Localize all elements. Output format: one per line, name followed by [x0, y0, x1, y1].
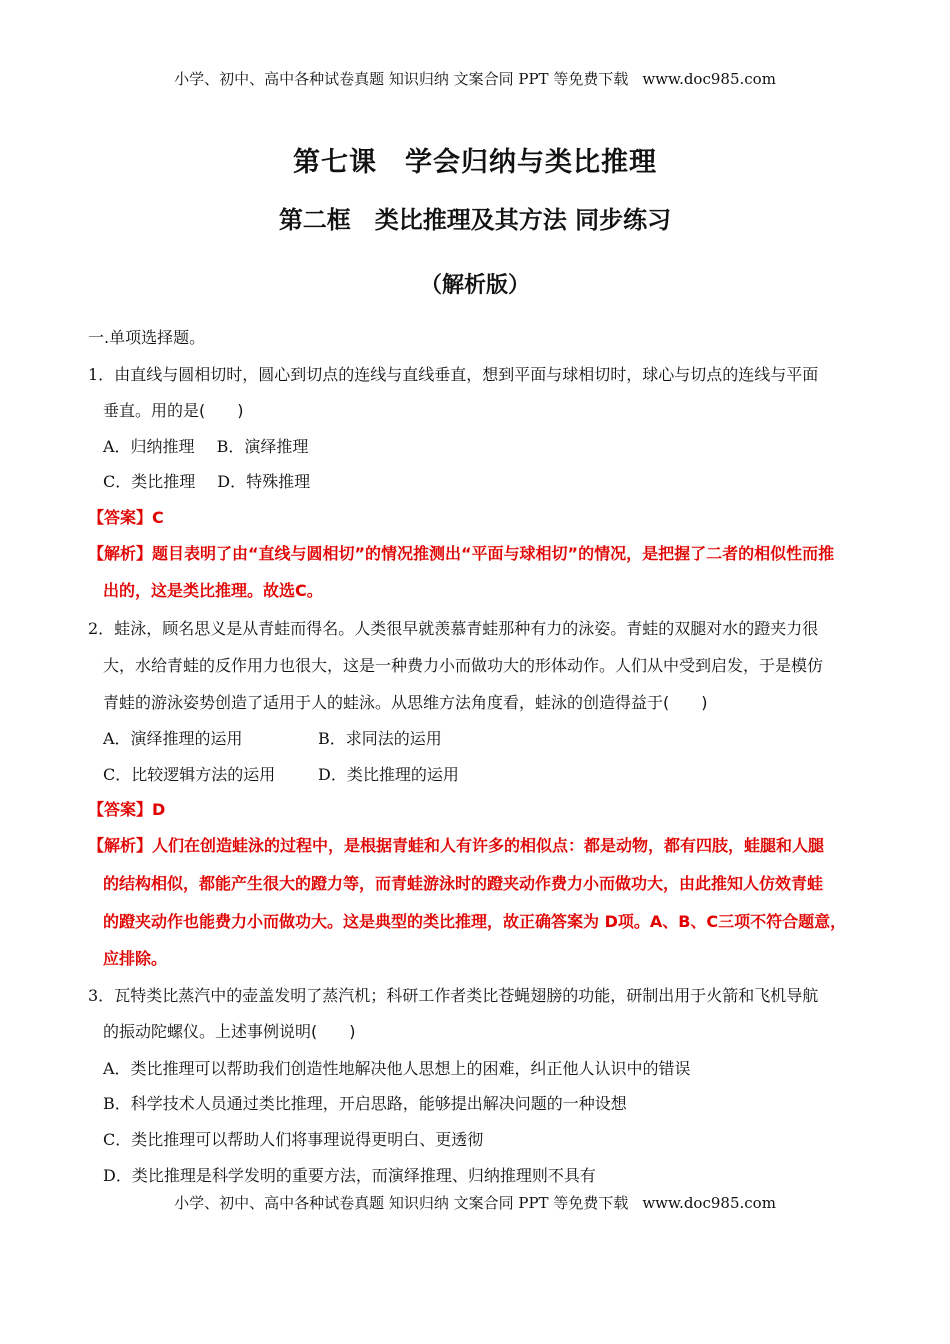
- question-2-line-3: 青蛙的游泳姿势创造了适用于人的蛙泳。从思维方法角度看，蛙泳的创造得益于( ): [103, 693, 708, 712]
- question-1-option-a: A．归纳推理: [103, 437, 195, 456]
- question-2-answer: 【答案】D: [88, 800, 166, 819]
- question-2-text-1: 蛙泳，顾名思义是从青蛙而得名。人类很早就羡慕青蛙那种有力的泳姿。青蛙的双腿对水的蹬夹力很: [114, 619, 819, 638]
- question-3-text-1: 瓦特类比蒸汽中的壶盖发明了蒸汽机；科研工作者类比苍蝇翅膀的功能，研制出用于火箭和飞机导航: [114, 986, 819, 1005]
- question-1-options-row-1: [103, 436, 308, 458]
- question-3-option-d: D．类比推理是科学发明的重要方法，而演绎推理、归纳推理则不具有: [103, 1166, 596, 1185]
- header-url-link[interactable]: www.doc985.com: [642, 70, 776, 88]
- question-2-analysis-line-3: 的蹬夹动作也能费力小而做功大。这是典型的类比推理，故正确答案为 D项。A、B、C三项不符合题意，: [103, 912, 847, 931]
- question-2-analysis-line-2: 的结构相似，都能产生很大的蹬力等，而青蛙游泳时的蹬夹动作费力小而做功大，由此推知人仿效青蛙: [103, 874, 824, 893]
- question-2-option-a: A．演绎推理的运用: [103, 729, 243, 748]
- question-2-option-c: C．比较逻辑方法的运用: [103, 765, 276, 784]
- section-title: 第二框 类比推理及其方法 同步练习: [278, 206, 672, 234]
- footer-text: 小学、初中、高中各种试卷真题 知识归纳 文案合同 PPT 等免费下载: [174, 1194, 629, 1212]
- question-1-analysis-line-2: 出的，这是类比推理。故选C。: [103, 581, 323, 600]
- question-1-option-d: D．特殊推理: [217, 472, 311, 491]
- question-1-options-row-2: [103, 471, 310, 493]
- question-1-answer: 【答案】C: [88, 508, 164, 527]
- question-2-analysis-line-4: 应排除。: [103, 949, 168, 968]
- section-heading: 一.单项选择题。: [88, 328, 206, 347]
- question-3-line-2: 的振动陀螺仪。上述事例说明( ): [103, 1022, 356, 1041]
- question-1-number: 1．: [88, 365, 115, 384]
- footer-url-link[interactable]: www.doc985.com: [642, 1194, 776, 1212]
- question-2-option-d: D．类比推理的运用: [318, 765, 459, 784]
- question-3-line-1: [88, 985, 818, 1007]
- question-1-option-c: C．类比推理: [103, 472, 196, 491]
- question-3-number: 3．: [88, 986, 115, 1005]
- question-2-option-b: B．求同法的运用: [318, 729, 442, 748]
- question-1-text-1: 由直线与圆相切时，圆心到切点的连线与直线垂直，想到平面与球相切时，球心与切点的连线与平面: [114, 365, 819, 384]
- question-3-option-b: B．科学技术人员通过类比推理，开启思路，能够提出解决问题的一种设想: [103, 1094, 627, 1113]
- question-2-number: 2．: [88, 619, 115, 638]
- question-2-line-1: [88, 618, 818, 640]
- question-2-options-row-2: [103, 764, 459, 786]
- question-2-line-2: 大，水给青蛙的反作用力也很大，这是一种费力小而做功大的形体动作。人们从中受到启发，于是模仿: [103, 656, 824, 675]
- header-text: 小学、初中、高中各种试卷真题 知识归纳 文案合同 PPT 等免费下载: [174, 70, 629, 88]
- question-1-line-2: 垂直。用的是( ): [103, 401, 244, 420]
- question-3-option-c: C．类比推理可以帮助人们将事理说得更明白、更透彻: [103, 1130, 484, 1149]
- question-1-line-1: [88, 364, 818, 386]
- page-header: [0, 68, 950, 89]
- question-2-analysis-line-1: 【解析】人们在创造蛙泳的过程中，是根据青蛙和人有许多的相似点：都是动物，都有四肢，蛙腿和人腿: [88, 836, 825, 855]
- lesson-title: 第七课 学会归纳与类比推理: [293, 147, 657, 178]
- question-1-option-b: B．演绎推理: [216, 437, 309, 456]
- question-1-analysis-line-1: 【解析】题目表明了由“直线与圆相切”的情况推测出“平面与球相切”的情况，是把握了二者的相似性而推: [88, 544, 835, 563]
- question-2-options-row-1: [103, 728, 442, 750]
- question-3-option-a: A．类比推理可以帮助我们创造性地解决他人思想上的困难，纠正他人认识中的错误: [103, 1059, 691, 1078]
- page-footer: [0, 1192, 950, 1213]
- edition-title: （解析版）: [419, 273, 530, 298]
